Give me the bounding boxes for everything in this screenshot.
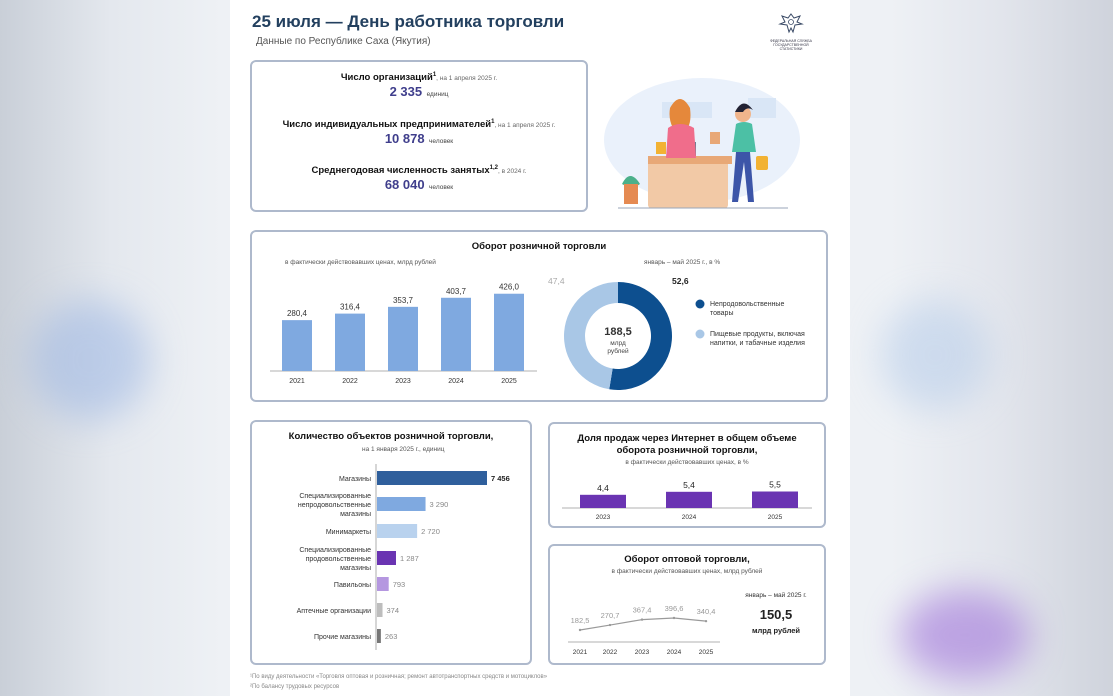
bar-value-label: 4,4 <box>597 482 609 493</box>
footnote-1: ¹По виду деятельности «Торговля оптовая и розничная; ремонт автотранспортных средств и мотоциклов» <box>250 674 548 680</box>
stat-label: Число организаций <box>340 72 433 84</box>
footnote-mark: 1,2 <box>489 165 498 171</box>
x-tick-label: 2022 <box>602 649 618 656</box>
infographic-page <box>230 0 850 696</box>
stat-unit: единиц <box>426 91 449 99</box>
legend-label: напитки, и табачные изделия <box>710 340 805 347</box>
category-label: Минимаркеты <box>325 529 371 536</box>
bar-value-label: 5,5 <box>769 479 781 490</box>
category-label: Павильоны <box>333 582 371 589</box>
wholesale-side-note: январь – май 2025 г. <box>745 592 807 599</box>
footnote-2: ²По балансу трудовых ресурсов <box>250 684 340 690</box>
background-blur <box>880 300 990 410</box>
donut-center-unit: рублей <box>607 348 629 355</box>
bar <box>335 314 365 371</box>
donut-center-unit: млрд <box>610 340 626 347</box>
stat-label: Число индивидуальных предпринимателей <box>282 119 492 131</box>
bar-value-label: 426,0 <box>498 282 520 292</box>
bar-value-label: 403,7 <box>445 286 467 296</box>
point-value-label: 270,7 <box>600 611 620 621</box>
x-tick-label: 2024 <box>448 378 464 385</box>
rosstat-logo <box>768 12 814 51</box>
bar <box>377 471 487 485</box>
x-tick-label: 2021 <box>572 649 588 656</box>
data-point <box>641 618 643 620</box>
bar <box>377 577 389 591</box>
retail-objects-title: Количество объектов розничной торговли, <box>288 431 494 442</box>
data-point <box>579 629 581 631</box>
x-tick-label: 2024 <box>666 649 682 656</box>
x-tick-label: 2025 <box>501 378 517 385</box>
x-tick-label: 2023 <box>395 378 411 385</box>
wholesale-turnover-chart <box>550 578 730 662</box>
legend-swatch <box>696 330 705 339</box>
legend-label: Пищевые продукты, включая <box>710 331 805 338</box>
stat-value: 10 878 <box>384 131 425 147</box>
bar <box>388 307 418 371</box>
category-label: Магазины <box>338 476 371 483</box>
legend-label: товары <box>710 310 734 317</box>
bar-value-label: 7 456 <box>491 474 510 483</box>
category-label: Специализированные <box>299 493 371 500</box>
bar-value-label: 280,4 <box>286 309 308 319</box>
point-value-label: 182,5 <box>570 616 590 625</box>
retail-objects-chart <box>252 458 530 663</box>
stat-organizations <box>252 72 586 101</box>
data-point <box>609 624 611 626</box>
bar-value-label: 316,4 <box>339 302 361 312</box>
internet-share-title-line: оборота розничной торговли, <box>616 445 758 456</box>
logo-text-line: ГОСУДАРСТВЕННОЙ <box>773 43 809 47</box>
retail-structure-subtitle: январь – май 2025 г., в % <box>644 259 721 266</box>
bar <box>494 294 524 371</box>
point-value-label: 340,4 <box>696 607 716 617</box>
bar <box>282 320 312 371</box>
logo-text-line: СТАТИСТИКИ <box>779 47 803 51</box>
key-stats-card <box>250 60 588 212</box>
internet-share-title-line: Доля продаж через Интернет в общем объеме <box>577 433 797 444</box>
retail-turnover-card <box>250 230 828 402</box>
footnote-mark: 1 <box>491 119 495 125</box>
retail-structure-donut <box>548 272 822 400</box>
stat-note: , на 1 апреля 2025 г. <box>494 122 556 130</box>
x-tick-label: 2025 <box>698 649 714 656</box>
stat-unit: человек <box>429 138 454 146</box>
category-label: Прочие магазины <box>314 634 371 641</box>
slice-value-label: 52,6 <box>672 276 689 286</box>
retail-turnover-chart <box>262 268 552 398</box>
legend-label: Непродовольственные <box>710 301 785 308</box>
background-blur <box>30 300 150 420</box>
logo-text-line: ФЕДЕРАЛЬНАЯ СЛУЖБА <box>770 39 812 43</box>
category-label: магазины <box>340 565 371 572</box>
internet-share-card <box>548 422 826 528</box>
bar-value-label: 374 <box>386 606 400 615</box>
internet-share-subtitle: в фактически действовавших ценах, в % <box>625 459 749 466</box>
shopping-illustration <box>598 72 803 214</box>
donut-center-value: 188,5 <box>604 326 632 338</box>
background-blur <box>900 590 1030 680</box>
bar-value-label: 2 720 <box>421 527 440 536</box>
category-label: магазины <box>340 511 371 518</box>
page-subtitle: Данные по Республике Саха (Якутия) <box>256 36 431 47</box>
x-tick-label: 2022 <box>342 378 358 385</box>
wholesale-side-value: 150,5 <box>759 607 793 622</box>
data-point <box>705 620 707 622</box>
retail-turnover-title: Оборот розничной торговли <box>471 241 607 252</box>
page-title: 25 июля — День работника торговли <box>252 12 565 31</box>
bar <box>377 524 417 538</box>
category-label: непродовольственные <box>297 502 371 509</box>
bar <box>377 497 426 511</box>
retail-objects-card <box>250 420 532 665</box>
point-value-label: 367,4 <box>632 605 652 615</box>
stat-value: 2 335 <box>389 84 423 100</box>
wholesale-title: Оборот оптовой торговли, <box>624 554 750 565</box>
bar <box>377 551 396 565</box>
internet-share-chart <box>550 468 824 526</box>
bar <box>377 603 383 617</box>
footnote-mark: 1 <box>432 72 437 78</box>
wholesale-subtitle: в фактически действовавших ценах, млрд рублей <box>611 568 763 575</box>
stat-note: , в 2024 г. <box>497 168 527 176</box>
slice-value-label: 47,4 <box>548 276 565 286</box>
stat-employed <box>252 165 586 194</box>
x-tick-label: 2024 <box>681 514 697 521</box>
point-value-label: 396,6 <box>664 604 684 613</box>
bar <box>377 629 381 643</box>
stat-label: Среднегодовая численность занятых <box>311 165 490 177</box>
bar-value-label: 3 290 <box>429 500 449 509</box>
wholesale-turnover-card <box>548 544 826 665</box>
bar-value-label: 1 287 <box>399 554 419 563</box>
stat-unit: человек <box>429 184 454 192</box>
category-label: Специализированные <box>299 547 371 554</box>
bar <box>580 495 626 508</box>
bar <box>441 298 471 371</box>
wholesale-side-unit: млрд рублей <box>751 626 801 635</box>
x-tick-label: 2023 <box>634 649 650 656</box>
bar-value-label: 263 <box>384 632 398 641</box>
bar <box>666 492 712 508</box>
category-label: Аптечные организации <box>296 608 371 615</box>
retail-turnover-subtitle: в фактически действовавших ценах, млрд рублей <box>285 259 436 266</box>
bar <box>752 492 798 509</box>
bar-value-label: 353,7 <box>392 295 414 305</box>
legend-swatch <box>696 300 705 309</box>
retail-objects-subtitle: на 1 января 2025 г., единиц <box>362 446 445 453</box>
x-tick-label: 2021 <box>289 378 305 385</box>
stat-entrepreneurs <box>252 119 586 148</box>
x-tick-label: 2023 <box>595 514 611 521</box>
x-tick-label: 2025 <box>767 514 783 521</box>
bar-value-label: 5,4 <box>683 479 695 490</box>
stat-note: , на 1 апреля 2025 г. <box>436 75 498 83</box>
data-point <box>673 617 675 619</box>
eagle-emblem-icon <box>778 12 804 34</box>
stat-value: 68 040 <box>384 177 425 193</box>
category-label: продовольственные <box>305 556 371 563</box>
bar-value-label: 793 <box>392 580 406 589</box>
